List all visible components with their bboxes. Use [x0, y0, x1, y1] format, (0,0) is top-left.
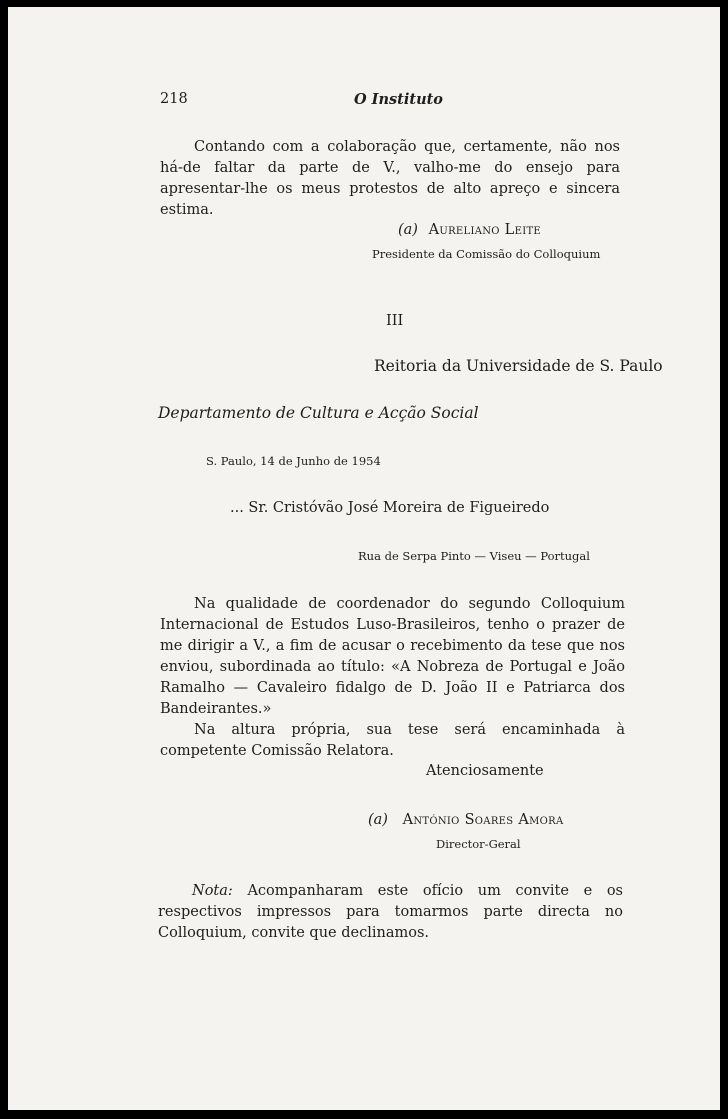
letter2-body [160, 594, 625, 762]
document-page [8, 7, 720, 1110]
department-heading: Departamento de Cultura e Acção Social [158, 404, 479, 422]
signature-name: Aureliano Leite [428, 222, 542, 238]
note-block [158, 881, 623, 944]
note-paragraph [158, 881, 623, 944]
letter2-signature [368, 812, 563, 828]
letter-date: S. Paulo, 14 de Junho de 1954 [206, 454, 381, 468]
section-number: III [386, 313, 404, 329]
letter1-signature [398, 222, 541, 238]
recipient-address: Rua de Serpa Pinto — Viseu — Portugal [358, 549, 590, 563]
signature-name: António Soares Amora [402, 812, 564, 828]
institution-heading: Reitoria da Universidade de S. Paulo [374, 357, 663, 375]
page-number: 218 [160, 91, 188, 107]
letter1-body [160, 137, 620, 221]
letter2-paragraph-1: Na qualidade de coordenador do segundo Colloquium Internacional de Estudos Luso-Brasileiros, tenho o prazer de me dirigir a V., a fim de acusar o recebimento da tese que nos enviou, subordinada ao título: «A Nobreza de Portugal e João Ramalho — Cavaleiro fidalgo de D. João II e Patriarca dos Bandeirantes.» [160, 596, 625, 717]
running-title: O Instituto [354, 91, 443, 108]
signature-prefix: (a) [368, 812, 388, 828]
closing-line: Atenciosamente [426, 763, 544, 779]
letter1-paragraph: Contando com a colaboração que, certamente, não nos há-de faltar da parte de V., valho-me do ensejo para apresentar-lhe os meus protestos de alto apreço e sincera estima. [160, 139, 620, 218]
recipient-line: ... Sr. Cristóvão José Moreira de Figueiredo [230, 500, 550, 516]
letter2-signature-title: Director-Geral [436, 837, 521, 851]
note-label: Nota: [192, 883, 233, 899]
signature-prefix: (a) [398, 222, 418, 238]
note-text: Acompanharam este ofício um convite e os respectivos impressos para tomarmos parte directa no Colloquium, convite que declinamos. [158, 883, 623, 941]
letter1-signature-title: Presidente da Comissão do Colloquium [372, 247, 601, 261]
letter2-paragraph-2: Na altura própria, sua tese será encaminhada à competente Comissão Relatora. [160, 722, 625, 759]
